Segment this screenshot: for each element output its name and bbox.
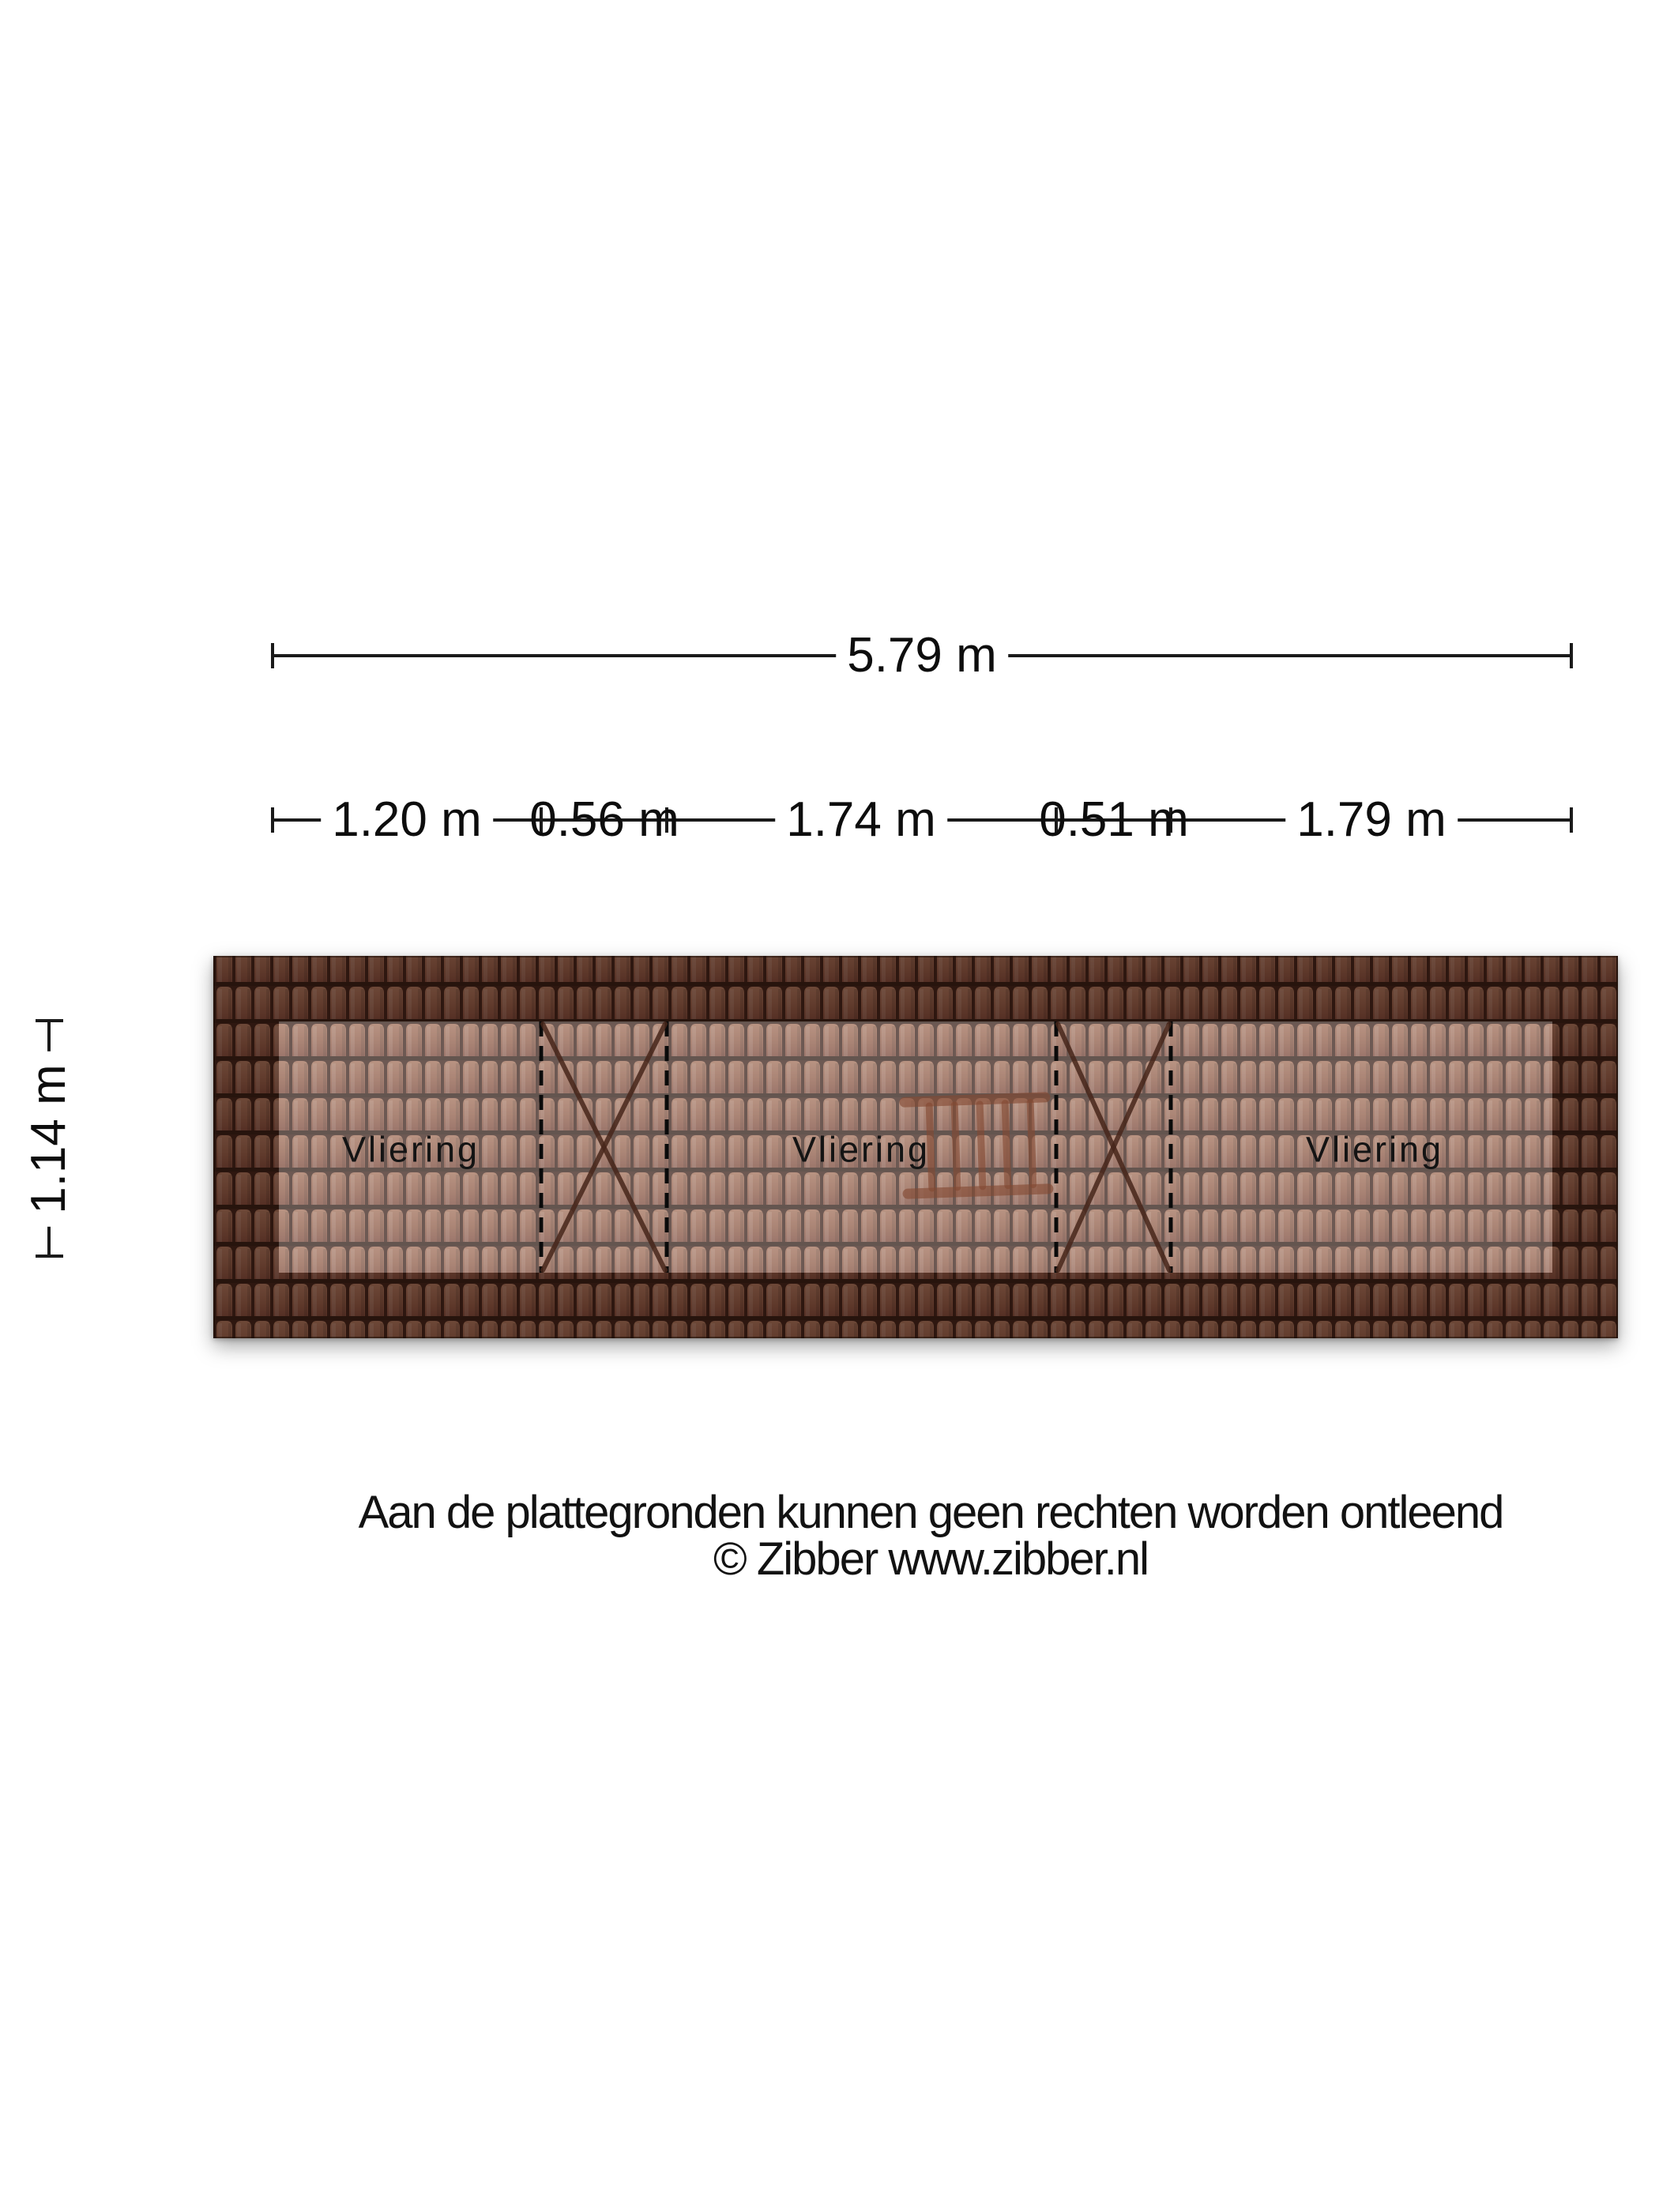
segment-label-4: 1.79 m xyxy=(1285,794,1458,846)
room-label-right: Vliering xyxy=(1305,1129,1444,1170)
footer-disclaimer: Aan de plattegronden kunnen geen rechten worden ontleend xyxy=(358,1487,1503,1538)
dimension-total-tick-right xyxy=(1570,643,1573,668)
room-label-center: Vliering xyxy=(792,1129,931,1170)
segment-label-3: 0.51 m xyxy=(1039,792,1189,847)
room-label-left: Vliering xyxy=(341,1129,480,1170)
roof-plan xyxy=(213,956,1618,1338)
segment-tick-5 xyxy=(1570,807,1573,833)
segment-label-2: 1.74 m xyxy=(775,794,947,846)
segment-tick-0 xyxy=(271,807,274,833)
dimension-depth-label: 1.14 m xyxy=(23,1051,75,1227)
dimension-depth-tick-top xyxy=(36,1019,63,1022)
dimension-total-label: 5.79 m xyxy=(836,630,1008,682)
segment-label-0: 1.20 m xyxy=(321,794,493,846)
dimension-total-tick-left xyxy=(271,643,274,668)
segment-label-1: 0.56 m xyxy=(529,792,679,847)
dimension-depth-tick-bottom xyxy=(36,1255,63,1258)
footer-copyright: © Zibber www.zibber.nl xyxy=(713,1533,1148,1585)
